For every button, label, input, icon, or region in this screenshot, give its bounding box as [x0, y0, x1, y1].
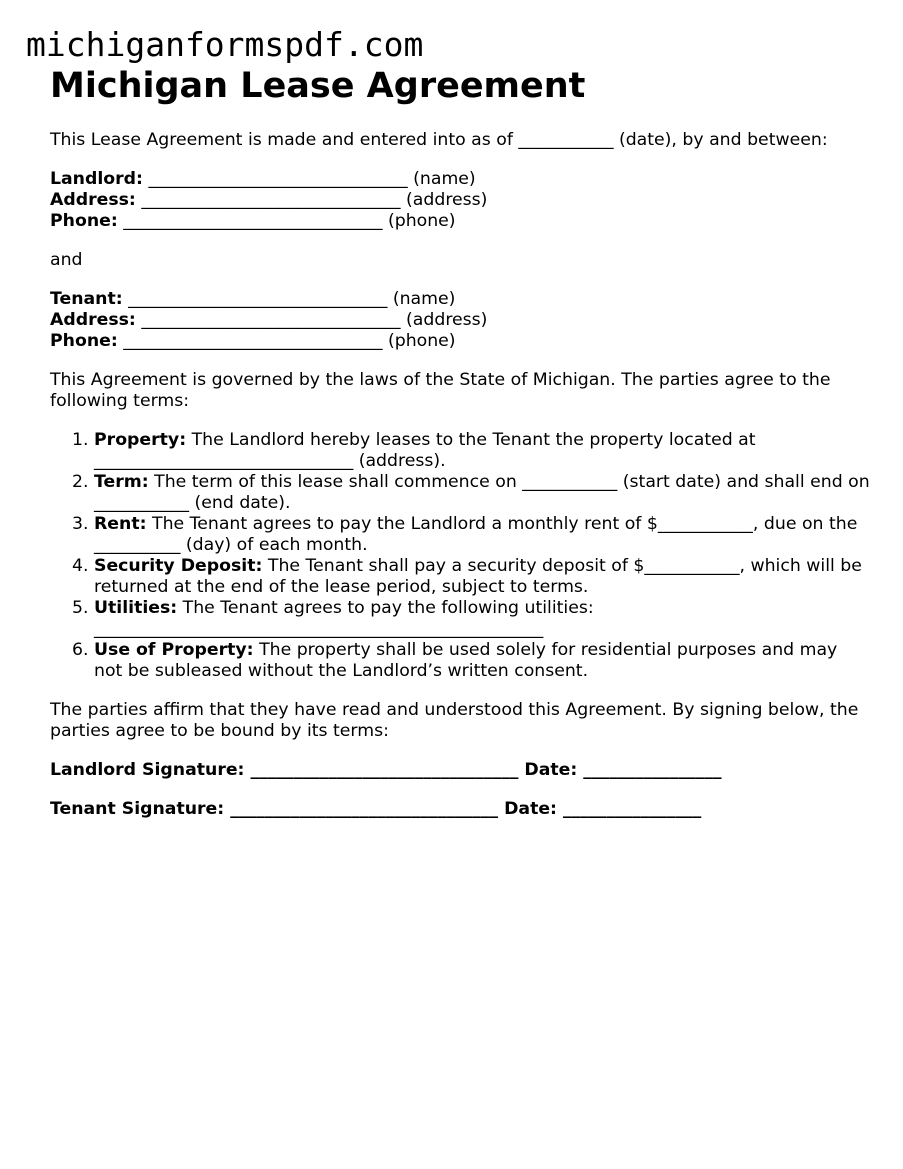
landlord-address-value: ______________________________ (address)	[135, 190, 488, 210]
term-text: The term of this lease shall commence on ___________ (start date) and shall end on ___________ (end date).	[94, 472, 870, 513]
term-item-property	[94, 430, 870, 472]
term-label: Utilities:	[94, 598, 178, 618]
term-item-security-deposit	[94, 556, 870, 598]
term-label: Use of Property:	[94, 640, 254, 660]
document-title: Michigan Lease Agreement	[50, 66, 586, 106]
term-item-rent	[94, 514, 870, 556]
tenant-signature-line: Tenant Signature: _______________________________ Date: ________________	[50, 799, 702, 819]
term-item-term	[94, 472, 870, 514]
landlord-block	[50, 169, 870, 232]
tenant-address-value: ______________________________ (address)	[135, 310, 488, 330]
landlord-signature-line: Landlord Signature: _______________________________ Date: ________________	[50, 760, 722, 780]
document-page	[50, 66, 870, 820]
landlord-phone-line	[50, 211, 870, 232]
term-text: The Tenant agrees to pay the Landlord a monthly rent of $___________, due on the __________ (day) of each month.	[94, 514, 858, 555]
term-text: The Landlord hereby leases to the Tenant the property located at ______________________________ (address).	[94, 430, 756, 471]
tenant-name-value: ______________________________ (name)	[122, 289, 456, 309]
term-text: The Tenant agrees to pay the following utilities: ____________________________________________________	[94, 598, 594, 639]
landlord-address-label: Address:	[50, 190, 136, 210]
landlord-name-value: ______________________________ (name)	[142, 169, 476, 189]
term-label: Term:	[94, 472, 149, 492]
landlord-phone-label: Phone:	[50, 211, 118, 231]
tenant-phone-label: Phone:	[50, 331, 118, 351]
watermark: michiganformspdf.com	[26, 25, 424, 64]
tenant-name-line	[50, 289, 870, 310]
tenant-block	[50, 289, 870, 352]
affirm-paragraph: The parties affirm that they have read and understood this Agreement. By signing below, the parties agree to be bound by its terms:	[50, 700, 859, 741]
term-label: Property:	[94, 430, 187, 450]
term-label: Rent:	[94, 514, 147, 534]
landlord-name-line	[50, 169, 870, 190]
term-text: The property shall be used solely for residential purposes and may not be subleased without the Landlord’s written consent.	[94, 640, 838, 681]
terms-list	[50, 430, 870, 682]
term-text: The Tenant shall pay a security deposit of $___________, which will be returned at the end of the lease period, subject to terms.	[94, 556, 862, 597]
and-text: and	[50, 250, 83, 270]
term-label: Security Deposit:	[94, 556, 263, 576]
landlord-phone-value: ______________________________ (phone)	[117, 211, 456, 231]
tenant-phone-value: ______________________________ (phone)	[117, 331, 456, 351]
tenant-address-line	[50, 310, 870, 331]
landlord-name-label: Landlord:	[50, 169, 143, 189]
governing-paragraph: This Agreement is governed by the laws of the State of Michigan. The parties agree to the following terms:	[50, 370, 831, 411]
intro-paragraph: This Lease Agreement is made and entered into as of ___________ (date), by and between:	[50, 130, 828, 150]
tenant-name-label: Tenant:	[50, 289, 123, 309]
landlord-address-line	[50, 190, 870, 211]
term-item-use-of-property	[94, 640, 870, 682]
term-item-utilities	[94, 598, 870, 640]
tenant-phone-line	[50, 331, 870, 352]
tenant-address-label: Address:	[50, 310, 136, 330]
